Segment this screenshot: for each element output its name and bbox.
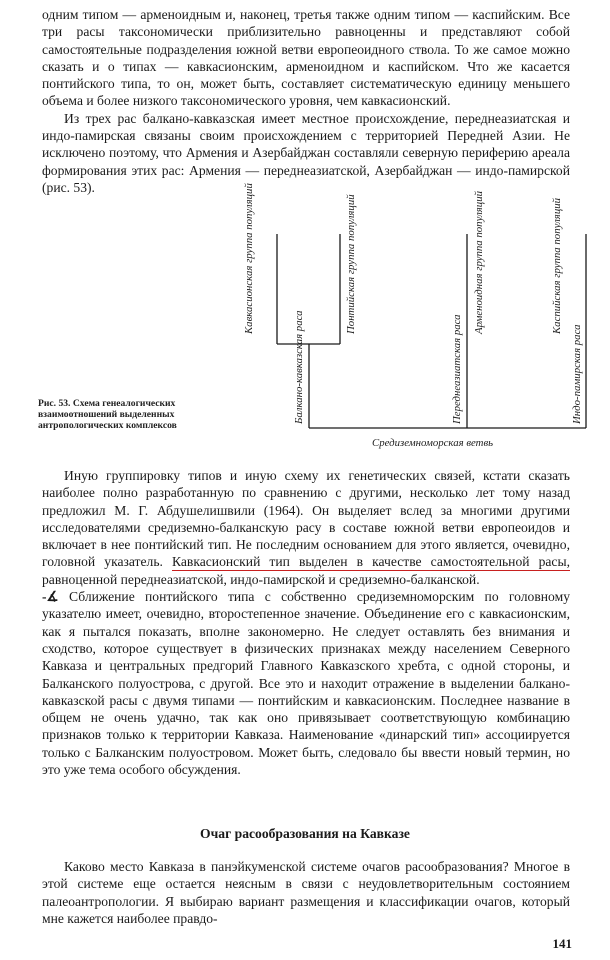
label-indo-pamir-race: Индо-памирская раса <box>571 324 583 424</box>
section-heading: Очаг расообразования на Кавказе <box>200 826 410 841</box>
underlined-phrase: Кавкасионский тип выделен в качестве самостоятельной расы, <box>172 554 570 570</box>
label-balkan-race: Балкано-кавказская раса <box>293 310 305 424</box>
paragraph-3-end: равноценной переднеазиатской, индо-памирской и средиземно-балканской. <box>42 571 480 587</box>
label-caspian-group: Каспийская группа популяций <box>551 197 563 334</box>
bottom-text <box>42 858 570 927</box>
paragraph-3-start: Иную группировку типов и иную схему их генетических связей, кстати сказать наиболее полно разработанную по сравнению с другими, несколько лет тому назад предложил М. Г. Абдушелишвили (1964). Он выделяет вслед за многими другими исследователями средиземно-балканскую расу в составе южной ветви европеоидов и включает в нее понтийский тип. Не последним основанием для этого является, очевидно, головной указатель. <box>42 468 570 570</box>
paragraph-4-text: Сближение понтийского типа с собственно средиземноморским по головному указателю имеет, очевидно, второстепенное значение. Объединение его с кавкасионским, как я пытался показать, вполне закономерно. Не следует оставлять без внимания и сходство, которое существует в физических признаках между населением Северного Кавказа и центральных предгорий Главного Кавказского хребта, с одной стороны, и Балканского полуострова, с другой. Все это и находит отражение в выделении балкано-кавказской расы с двумя типами — понтийским и кавкасионским. Последнее название в общем не очень удачно, так как оно привязывает соответствующую комбинацию признаков только к территории Кавказа. Наименование «динарский тип» ассоциируется только с Балканским полуостровом. Может быть, следовало бы ввести новый термин, но это уже тема особого обсуждения. <box>42 589 570 778</box>
paragraph-4 <box>42 588 570 778</box>
label-western-asian-race: Переднеазиатская раса <box>451 314 463 424</box>
genealogy-diagram <box>0 0 610 460</box>
margin-marker: -∡ <box>42 589 59 605</box>
paragraph-3 <box>42 467 570 588</box>
middle-text <box>42 467 570 778</box>
label-armenoid-group: Арменоидная группа популяций <box>473 190 485 334</box>
paragraph-2: Из трех рас балкано-кавказская имеет местное происхождение, переднеазиатская и индо-памирская связаны своим происхождением с территорией Передней Азии. Не исключено поэтому, что Армения и Азербайджан составляли северную периферию ареала формирования этих рас: Армения — переднеазиатской, Азербайджан — индо-памирской (рис. 53). <box>42 110 570 195</box>
label-mediterranean-branch: Средиземноморская ветвь <box>372 437 494 449</box>
paragraph-1: одним типом — арменоидным и, наконец, третья также одним типом — каспийским. Все три расы таксономически приблизительно равноценны и представляют собой самостоятельные подразделения южной ветви европеоидного ствола. То же самое можно сказать и о типах — кавкасионским, арменоидном и каспийском. Что же касается понтийского типа, то он, может быть, составляет систематическую единицу меньшего объема и более низкого таксономического уровня, чем кавкасионский. <box>42 7 570 109</box>
label-pontic-group: Понтийская группа популяций <box>345 194 357 334</box>
page-number: 141 <box>552 936 572 951</box>
figure-caption: Рис. 53. Схема генеалогических взаимоотношений выделенных антропологических комплексов <box>38 398 177 431</box>
paragraph-5: Каково место Кавказа в панэйкуменской системе очагов расообразования? Многое в этой системе еще остается неясным в связи с неудовлетворительным состоянием палеоантропологии. Я выбираю вариант размещения и классификации очагов, который мне кажется наиболее правдо- <box>42 859 570 926</box>
label-caucasian-group: Кавкасионская группа популяций <box>243 183 255 334</box>
